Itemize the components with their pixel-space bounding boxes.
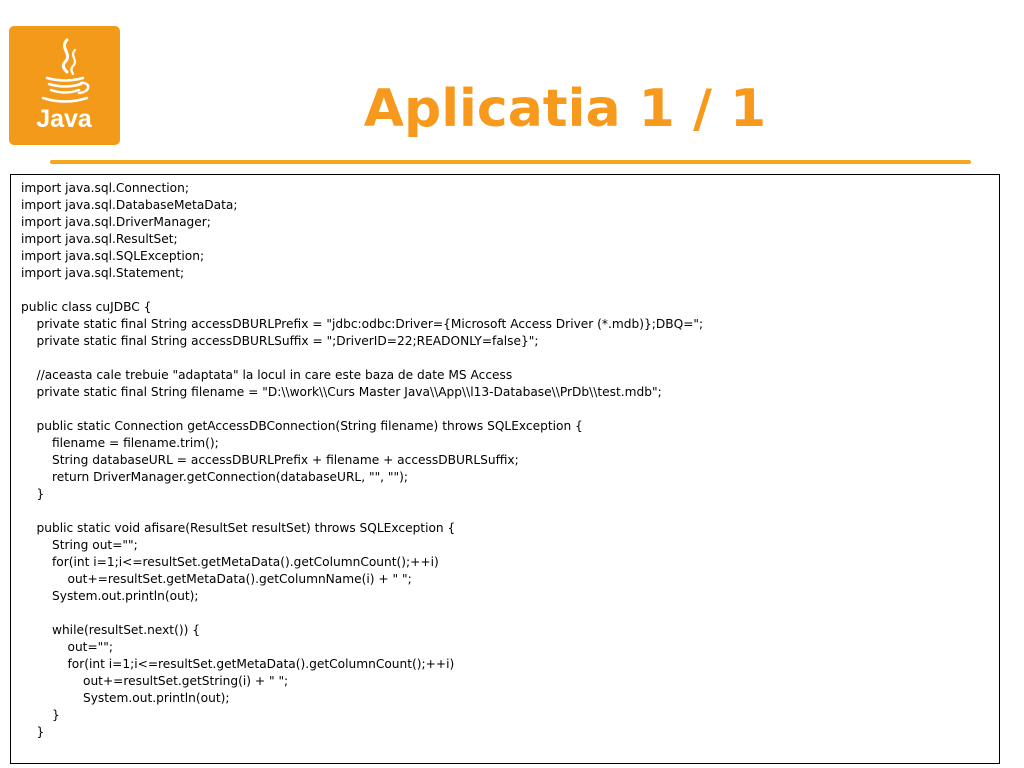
code-line: } xyxy=(21,725,45,739)
code-line xyxy=(21,350,703,367)
code-line: out+=resultSet.getString(i) + " "; xyxy=(21,674,289,688)
slide-title: Aplicatia 1 / 1 xyxy=(363,79,767,139)
code-line xyxy=(21,282,703,299)
code-line: } xyxy=(21,487,45,501)
code-line: private static final String filename = "D:\\work\\Curs Master Java\\App\\l13-Database\\PrDb\\test.mdb"; xyxy=(21,385,662,399)
code-line: filename = filename.trim(); xyxy=(21,436,219,450)
code-line: //aceasta cale trebuie "adaptata" la locul in care este baza de date MS Access xyxy=(21,368,513,382)
code-line: public static Connection getAccessDBConnection(String filename) throws SQLException { xyxy=(21,419,583,433)
code-line xyxy=(21,605,703,622)
code-line: import java.sql.DatabaseMetaData; xyxy=(21,198,238,212)
java-logo xyxy=(9,26,120,145)
code-line: private static final String accessDBURLSuffix = ";DriverID=22;READONLY=false}"; xyxy=(21,334,539,348)
code-line: import java.sql.Statement; xyxy=(21,266,185,280)
code-listing xyxy=(21,180,703,741)
java-coffee-cup-icon xyxy=(9,26,120,145)
code-line: String out=""; xyxy=(21,538,138,552)
code-line: while(resultSet.next()) { xyxy=(21,623,200,637)
code-line: private static final String accessDBURLPrefix = "jdbc:odbc:Driver={Microsoft Access Driver (*.mdb)};DBQ="; xyxy=(21,317,704,331)
code-line: return DriverManager.getConnection(databaseURL, "", ""); xyxy=(21,470,408,484)
code-line: String databaseURL = accessDBURLPrefix + filename + accessDBURLSuffix; xyxy=(21,453,519,467)
code-line: out+=resultSet.getMetaData().getColumnName(i) + " "; xyxy=(21,572,412,586)
code-line: public class cuJDBC { xyxy=(21,300,152,314)
title-divider xyxy=(50,160,971,164)
code-line: import java.sql.SQLException; xyxy=(21,249,205,263)
code-line xyxy=(21,503,703,520)
code-line: for(int i=1;i<=resultSet.getMetaData().getColumnCount();++i) xyxy=(21,657,455,671)
code-line: out=""; xyxy=(21,640,113,654)
code-line: for(int i=1;i<=resultSet.getMetaData().getColumnCount();++i) xyxy=(21,555,439,569)
code-line: import java.sql.ResultSet; xyxy=(21,232,178,246)
code-line: System.out.println(out); xyxy=(21,691,230,705)
code-line: import java.sql.DriverManager; xyxy=(21,215,211,229)
code-line: System.out.println(out); xyxy=(21,589,199,603)
code-line: import java.sql.Connection; xyxy=(21,181,189,195)
code-line: } xyxy=(21,708,60,722)
java-logo-text: Java xyxy=(36,105,92,133)
code-listing-box xyxy=(10,174,1000,764)
code-line xyxy=(21,401,703,418)
code-line: public static void afisare(ResultSet resultSet) throws SQLException { xyxy=(21,521,456,535)
